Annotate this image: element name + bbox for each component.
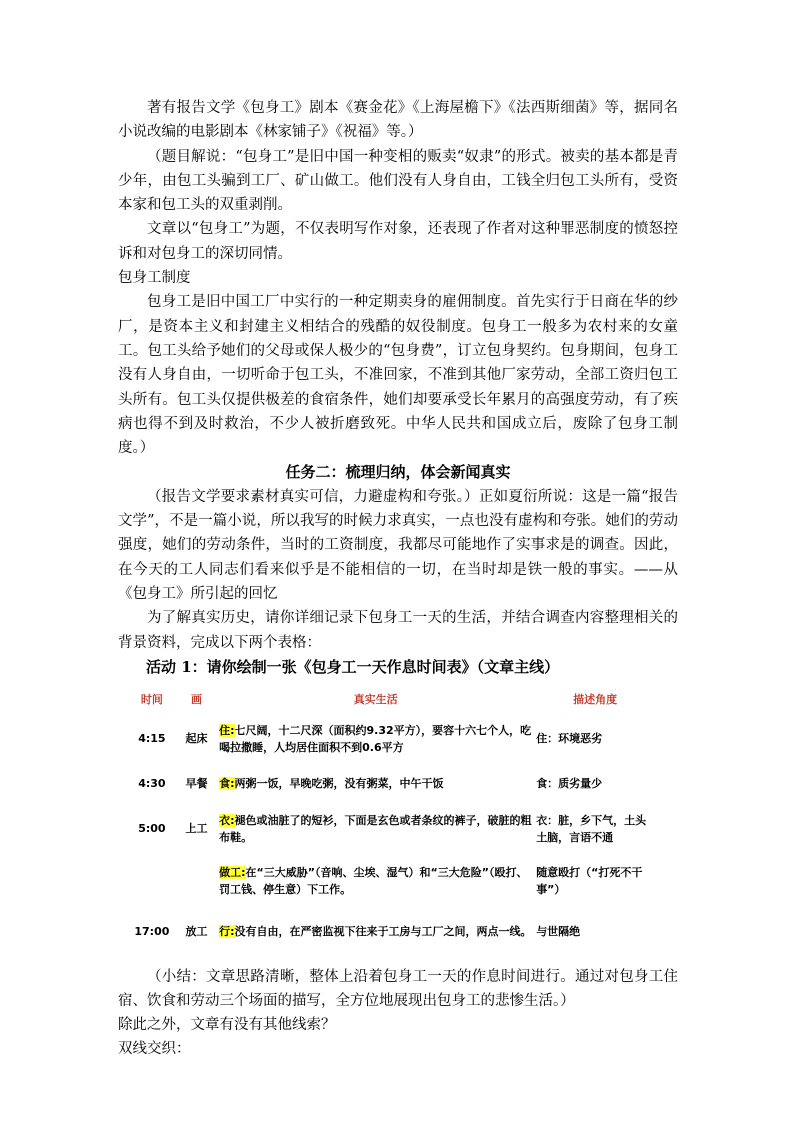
tag-highlight: 衣:	[219, 813, 235, 827]
real-life-text: 褪色或油脏了的短衫，下面是玄色或者条纹的裤子，破脏的粗布鞋。	[219, 813, 532, 844]
tag-highlight: 行:	[219, 925, 235, 939]
paragraph-dual-lines: 双线交织：	[118, 1040, 191, 1057]
schedule-table	[128, 685, 656, 957]
paragraph-question: 除此之外，文章有没有其他线索？	[118, 1016, 336, 1033]
time-cell: 5:00	[138, 822, 166, 836]
real-life-cell	[217, 713, 534, 765]
real-life-cell	[217, 803, 534, 855]
angle-cell: 住：环境恶劣	[536, 732, 603, 746]
real-life-cell	[217, 907, 534, 957]
table-row	[128, 713, 656, 765]
paragraph-title-meaning: 文章以“包身工”为题，不仅表明写作对象，还表现了作者对这种罪恶制度的愤怒控诉和对包身工的深切同情。	[118, 221, 678, 262]
header-angle: 描述角度	[573, 692, 618, 706]
header-time: 时间	[140, 692, 163, 706]
real-life-cell	[217, 855, 534, 907]
segment-cell: 放工	[185, 925, 208, 939]
table-row	[128, 855, 656, 907]
segment-cell: 上工	[185, 822, 208, 836]
table-header-row	[128, 685, 656, 713]
angle-cell: 食：质劣量少	[536, 777, 603, 791]
task-two-heading: 任务二：梳理归纳，体会新闻真实	[285, 463, 511, 482]
tag-highlight: 住:	[219, 723, 235, 737]
time-cell: 4:30	[138, 777, 166, 791]
paragraph-system: 包身工是旧中国工厂中实行的一种定期卖身的雇佣制度。首先实行于日商在华的纱厂，是资本主义和封建主义相结合的残酷的奴役制度。包身工一般多为农村来的女童工。包工头给予她们的父母或保人极少的“包身费”，订立包身契约。包身期间，包身工没有人身自由，一切听命于包工头，不准回家，不准到其他厂家劳动，全部工资归包工头所有。包工头仅提供极差的食宿条件，她们却要承受长年累月的高强度劳动，有了疾病也得不到及时救治，不少人被折磨致死。中华人民共和国成立后，废除了包身工制度。）	[118, 294, 678, 457]
paragraph-summary: （小结：文章思路清晰，整体上沿着包身工一天的作息时间进行。通过对包身工住宿、饮食和劳动三个场面的描写，全方位地展现出包身工的悲惨生活。）	[118, 968, 678, 1009]
real-life-cell	[217, 765, 534, 803]
time-cell: 17:00	[134, 925, 170, 939]
real-life-text: 七尺阔，十二尺深（面积约9.32平方），要容十六七个人，吃喝拉撒睡，人均居住面积不到0.6平方	[219, 723, 532, 754]
time-cell	[128, 855, 176, 907]
tag-highlight: 食:	[219, 777, 235, 791]
real-life-text: 在“三大威胁”（音响、尘埃、湿气）和“三大危险”（殴打、罚工钱、停生意）下工作。	[219, 865, 528, 896]
table-row	[128, 765, 656, 803]
section-label-system: 包身工制度	[118, 270, 191, 287]
angle-cell: 与世隔绝	[536, 925, 581, 939]
time-cell: 4:15	[138, 732, 166, 746]
table-row	[128, 907, 656, 957]
paragraph-xiayan-quote: （报告文学要求素材真实可信，力避虚构和夸张。）正如夏衍所说：这是一篇“报告文学”，不是一篇小说，所以我写的时候力求真实，一点也没有虚构和夸张。她们的劳动强度，她们的劳动条件，当时的工资制度，我都尽可能地作了实事求是的调查。因此，在今天的工人同志们看来似乎是不能相信的一切，在当时却是铁一般的事实。——从《包身工》所引起的回忆	[118, 488, 678, 602]
real-life-text: 没有自由，在严密监视下往来于工房与工厂之间，两点一线。	[234, 925, 532, 939]
header-real-life: 真实生活	[353, 692, 398, 706]
segment-cell: 起床	[185, 732, 208, 746]
real-life-text: 两粥一饭，早晚吃粥，没有粥菜，中午干饭	[234, 777, 444, 791]
document-page	[118, 96, 678, 1061]
activity-one-heading: 活动 1：请你绘制一张《包身工一天作息时间表》（文章主线）	[146, 657, 560, 676]
paragraph-author-works: 著有报告文学《包身工》剧本《赛金花》《上海屋檐下》《法西斯细菌》等，据同名小说改编的电影剧本《林家铺子》《祝福》等。）	[118, 100, 678, 141]
segment-cell: 早餐	[185, 777, 208, 791]
paragraph-title-explanation: （题目解说：“包身工”是旧中国一种变相的贩卖“奴隶”的形式。被卖的基本都是青少年，由包工头骗到工厂、矿山做工。他们没有人身自由，工钱全归包工头所有，受资本家和包工头的双重剥削。	[118, 148, 678, 214]
paragraph-instruction: 为了解真实历史，请你详细记录下包身工一天的生活，并结合调查内容整理相关的背景资料，完成以下两个表格：	[118, 610, 678, 651]
angle-cell: 随意殴打（“打死不干事”）	[536, 865, 643, 896]
table-row	[128, 803, 656, 855]
tag-highlight: 做工:	[219, 865, 246, 879]
segment-cell	[176, 855, 217, 907]
angle-cell: 衣：脏，乡下气，土头土脑，言语不通	[536, 813, 647, 844]
header-segment: 画	[190, 692, 202, 706]
